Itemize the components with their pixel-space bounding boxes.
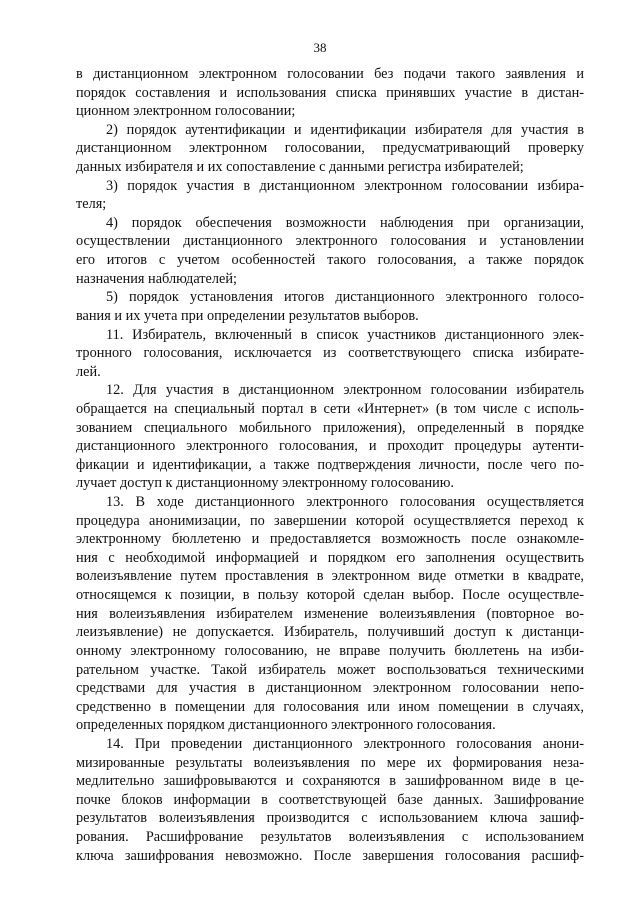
- text-line: относящемся к позиции, в пользу которой сделан выбор. После осуществле-: [76, 587, 584, 604]
- text-line: 11. Избиратель, включенный в список участников дистанционного элек-: [106, 326, 584, 343]
- text-line: в дистанционном электронном голосовании без подачи такого заявления и: [76, 66, 584, 82]
- text-line: дистанционном электронном голосовании, предусматривающий проверку: [76, 140, 584, 157]
- text-line: обращается на специальный портал в сети «Интернет» (в том числе с исполь-: [76, 400, 584, 417]
- text-line: зованием специального мобильного приложения), определенный в порядке: [76, 419, 584, 436]
- text-line: электронному бюллетеню и предоставляется возможность после ознакомле-: [76, 531, 584, 548]
- page-number: 38: [313, 40, 327, 55]
- text-line: мизированные результаты волеизъявления по мере их формирования неза-: [76, 754, 584, 771]
- text-line: ционном электронном голосовании;: [76, 103, 296, 120]
- text-line: ния с необходимой информацией и порядком его заполнения осуществить: [76, 549, 584, 566]
- text-line: вания и их учета при определении результатов выборов.: [76, 307, 419, 324]
- text-line: тронного голосования, исключается из соответствующего списка избирате-: [76, 345, 584, 362]
- text-line: 3) порядок участия в дистанционном электронном голосовании избира-: [106, 177, 584, 194]
- text-line: 4) порядок обеспечения возможности наблюдения при организации,: [106, 214, 584, 231]
- text-line: рательном участке. Такой избиратель может воспользоваться техническими: [76, 661, 584, 678]
- text-line: фикации и идентификации, а также подтверждения личности, после чего по-: [76, 456, 584, 473]
- text-line: порядок составления и использования списка принявших участие в дистан-: [76, 84, 584, 101]
- text-line: его итогов с учетом особенностей такого голосования, а также порядок: [76, 252, 584, 269]
- text-line: рования. Расшифрование результатов волеизъявления с использованием: [76, 828, 584, 845]
- text-line: назначения наблюдателей;: [76, 270, 238, 287]
- text-line: ния волеизъявления избирателем изменение волеизъявления (повторное во-: [76, 605, 584, 622]
- text-line: 12. Для участия в дистанционном электронном голосовании избиратель: [106, 382, 584, 399]
- text-line: медлительно зашифровываются и сохраняются в зашифрованном виде в це-: [76, 773, 584, 790]
- text-line: 5) порядок установления итогов дистанционного электронного голосо-: [106, 289, 584, 306]
- text-line: средственно в помещении для голосования или ином помещении в случаях,: [76, 698, 584, 715]
- text-line: лучает доступ к дистанционному электронному голосованию.: [76, 475, 455, 492]
- text-line: теля;: [76, 196, 107, 213]
- text-line: дистанционного электронного голосования, и проходит процедуры аутенти-: [76, 438, 584, 455]
- text-line: онному электронному голосованию, не вправе получить бюллетень на изби-: [76, 642, 584, 659]
- text-line: волеизъявление путем проставления в электронном виде отметки в квадрате,: [76, 568, 584, 585]
- document-body: [76, 65, 584, 865]
- text-line: ключа зашифрования невозможно. После завершения голосования расшиф-: [76, 847, 584, 864]
- text-line: процедура анонимизации, по завершении которой осуществляется переход к: [76, 512, 584, 529]
- text-line: 14. При проведении дистанционного электронного голосования анони-: [106, 735, 584, 752]
- text-line: леизъявление) не допускается. Избиратель, получивший доступ к дистанци-: [76, 624, 584, 641]
- text-line: средствами для участия в дистанционном электронном голосовании непо-: [76, 680, 584, 697]
- text-line: 13. В ходе дистанционного электронного голосования осуществляется: [106, 494, 584, 511]
- text-line: почке блоков информации в соответствующей базе данных. Зашифрование: [76, 791, 584, 808]
- text-line: 2) порядок аутентификации и идентификации избирателя для участия в: [106, 121, 584, 138]
- text-line: осуществлении дистанционного электронного голосования и установлении: [76, 233, 584, 250]
- text-line: данных избирателя и их сопоставление с данными регистра избирателей;: [76, 159, 524, 176]
- text-line: определенных порядком дистанционного электронного голосования.: [76, 717, 496, 734]
- text-line: результатов волеизъявления производится с использованием ключа зашиф-: [76, 810, 584, 827]
- text-line: лей.: [76, 363, 101, 380]
